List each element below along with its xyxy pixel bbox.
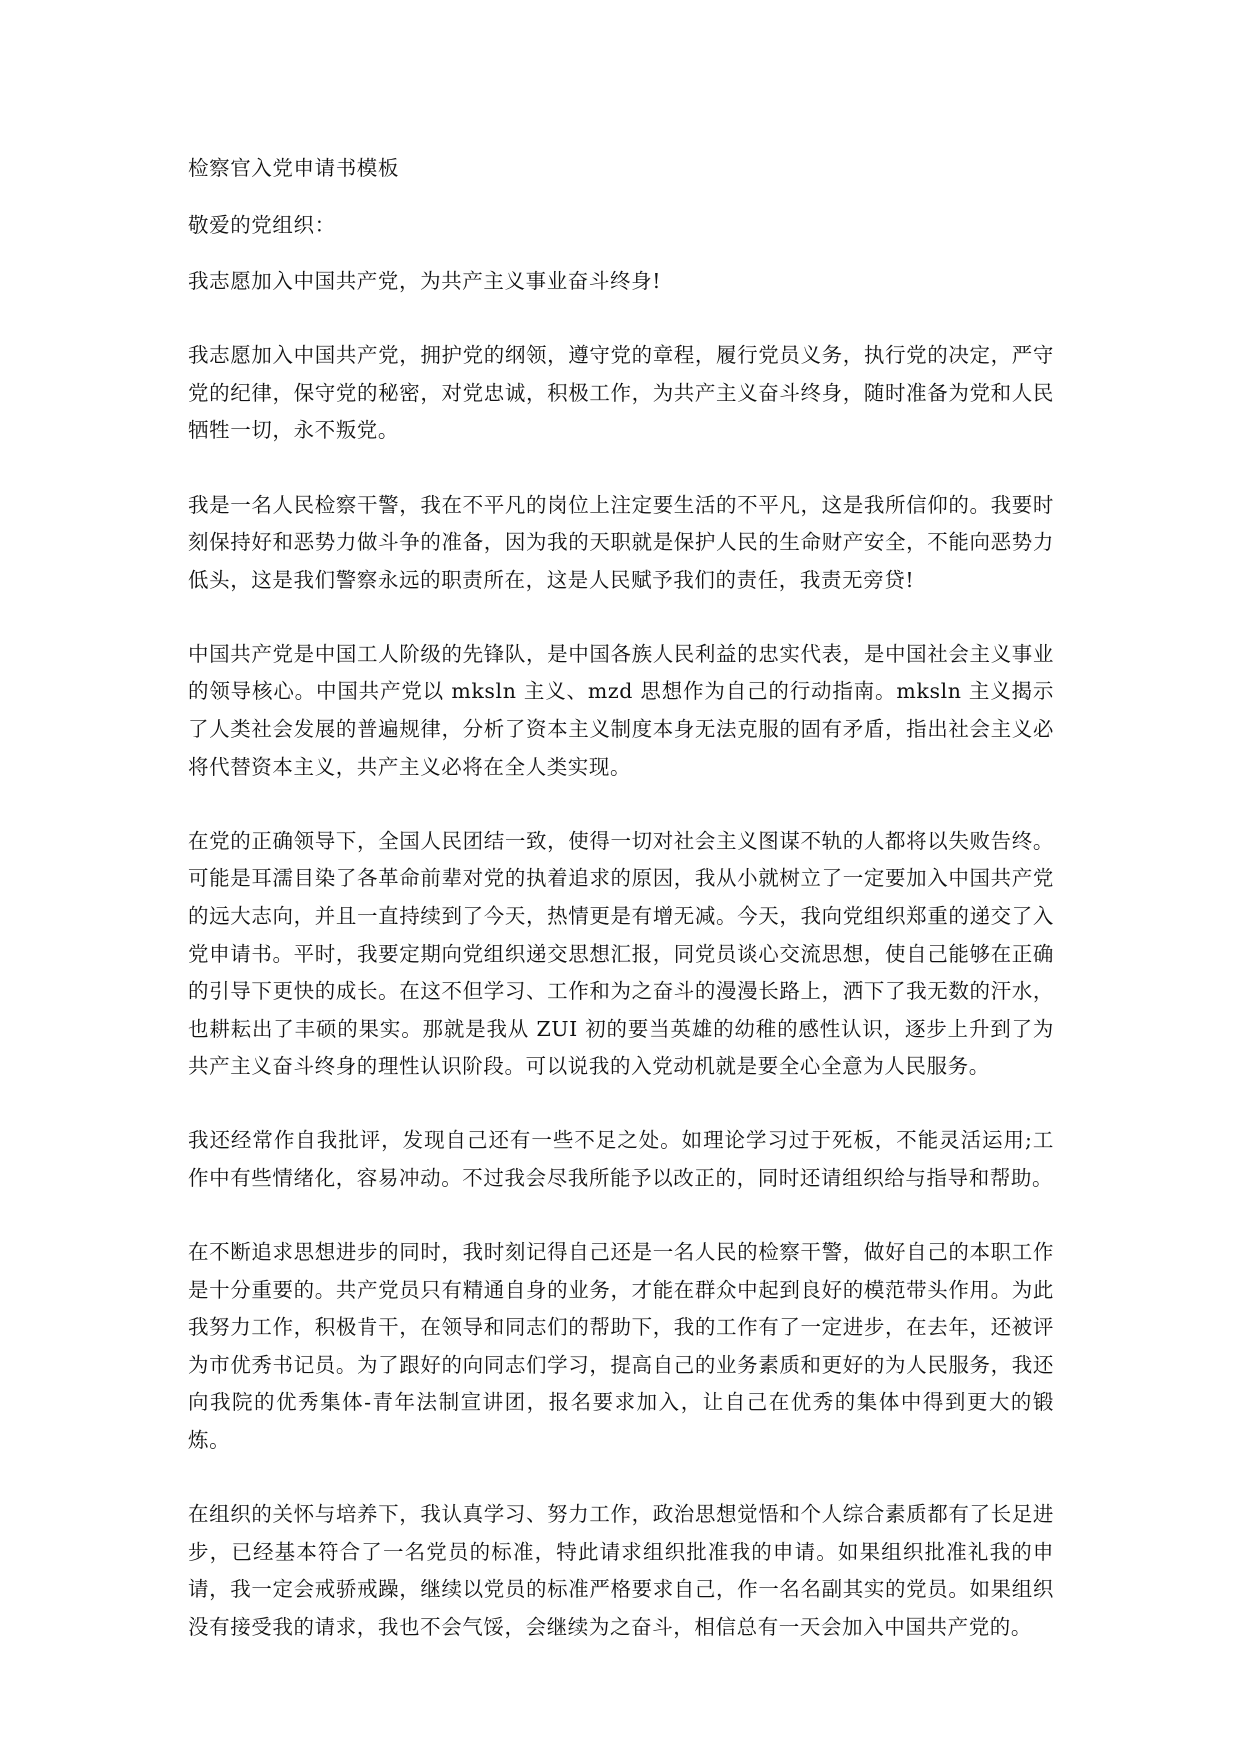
paragraph-8: 在组织的关怀与培养下，我认真学习、努力工作，政治思想觉悟和个人综合素质都有了长足进步，已经基本符合了一名党员的标准，特此请求组织批准我的申请。如果组织批准礼我的申请，我一定会戒骄戒躁，继续以党员的标准严格要求自己，作一名名副其实的党员。如果组织没有接受我的请求，我也不会气馁，会继续为之奋斗，相信总有一天会加入中国共产党的。 [188, 1502, 1054, 1639]
paragraph-5: 在党的正确领导下，全国人民团结一致，使得一切对社会主义图谋不轨的人都将以失败告终。可能是耳濡目染了各革命前辈对党的执着追求的原因，我从小就树立了一定要加入中国共产党的远大志向，并且一直持续到了今天，热情更是有增无减。今天，我向党组织郑重的递交了入党申请书。平时，我要定期向党组织递交思想汇报，同党员谈心交流思想，使自己能够在正确的引导下更快的成长。在这不但学习、工作和为之奋斗的漫漫长路上，洒下了我无数的汗水，也耕耘出了丰硕的果实。那就是我从 ZUI 初的要当英雄的幼稚的感性认识，逐步上升到了为共产主义奋斗终身的理性认识阶段。可以说我的入党动机就是要全心全意为人民服务。 [188, 828, 1054, 1079]
document-body [188, 150, 1054, 1647]
paragraph-7: 在不断追求思想进步的同时，我时刻记得自己还是一名人民的检察干警，做好自己的本职工作是十分重要的。共产党员只有精通自身的业务，才能在群众中起到良好的模范带头作用。为此我努力工作，积极肯干，在领导和同志们的帮助下，我的工作有了一定进步，在去年，还被评为市优秀书记员。为了跟好的向同志们学习，提高自己的业务素质和更好的为人民服务，我还向我院的优秀集体-青年法制宣讲团，报名要求加入，让自己在优秀的集体中得到更大的锻炼。 [188, 1240, 1054, 1453]
document-title: 检察官入党申请书模板 [188, 156, 399, 180]
paragraph-1: 我志愿加入中国共产党，为共产主义事业奋斗终身! [188, 269, 662, 294]
salutation: 敬爱的党组织： [188, 212, 336, 237]
paragraph-4: 中国共产党是中国工人阶级的先锋队，是中国各族人民利益的忠实代表，是中国社会主义事业的领导核心。中国共产党以 mksln 主义、mzd 思想作为自己的行动指南。mksln 主义揭示了人类社会发展的普遍规律，分析了资本主义制度本身无法克服的固有矛盾，指出社会主义必将代替资本主义，共产主义必将在全人类实现。 [188, 641, 1054, 779]
paragraph-2: 我志愿加入中国共产党，拥护党的纲领，遵守党的章程，履行党员义务，执行党的决定，严守党的纪律，保守党的秘密，对党忠诚，积极工作，为共产主义奋斗终身，随时准备为党和人民牺牲一切，永不叛党。 [188, 343, 1054, 443]
paragraph-3: 我是一名人民检察干警，我在不平凡的岗位上注定要生活的不平凡，这是我所信仰的。我要时刻保持好和恶势力做斗争的准备，因为我的天职就是保护人民的生命财产安全，不能向恶势力低头，这是我们警察永远的职责所在，这是人民赋予我们的责任，我责无旁贷! [188, 492, 1054, 592]
paragraph-6: 我还经常作自我批评，发现自己还有一些不足之处。如理论学习过于死板，不能灵活运用;工作中有些情绪化，容易冲动。不过我会尽我所能予以改正的，同时还请组织给与指导和帮助。 [188, 1128, 1054, 1190]
